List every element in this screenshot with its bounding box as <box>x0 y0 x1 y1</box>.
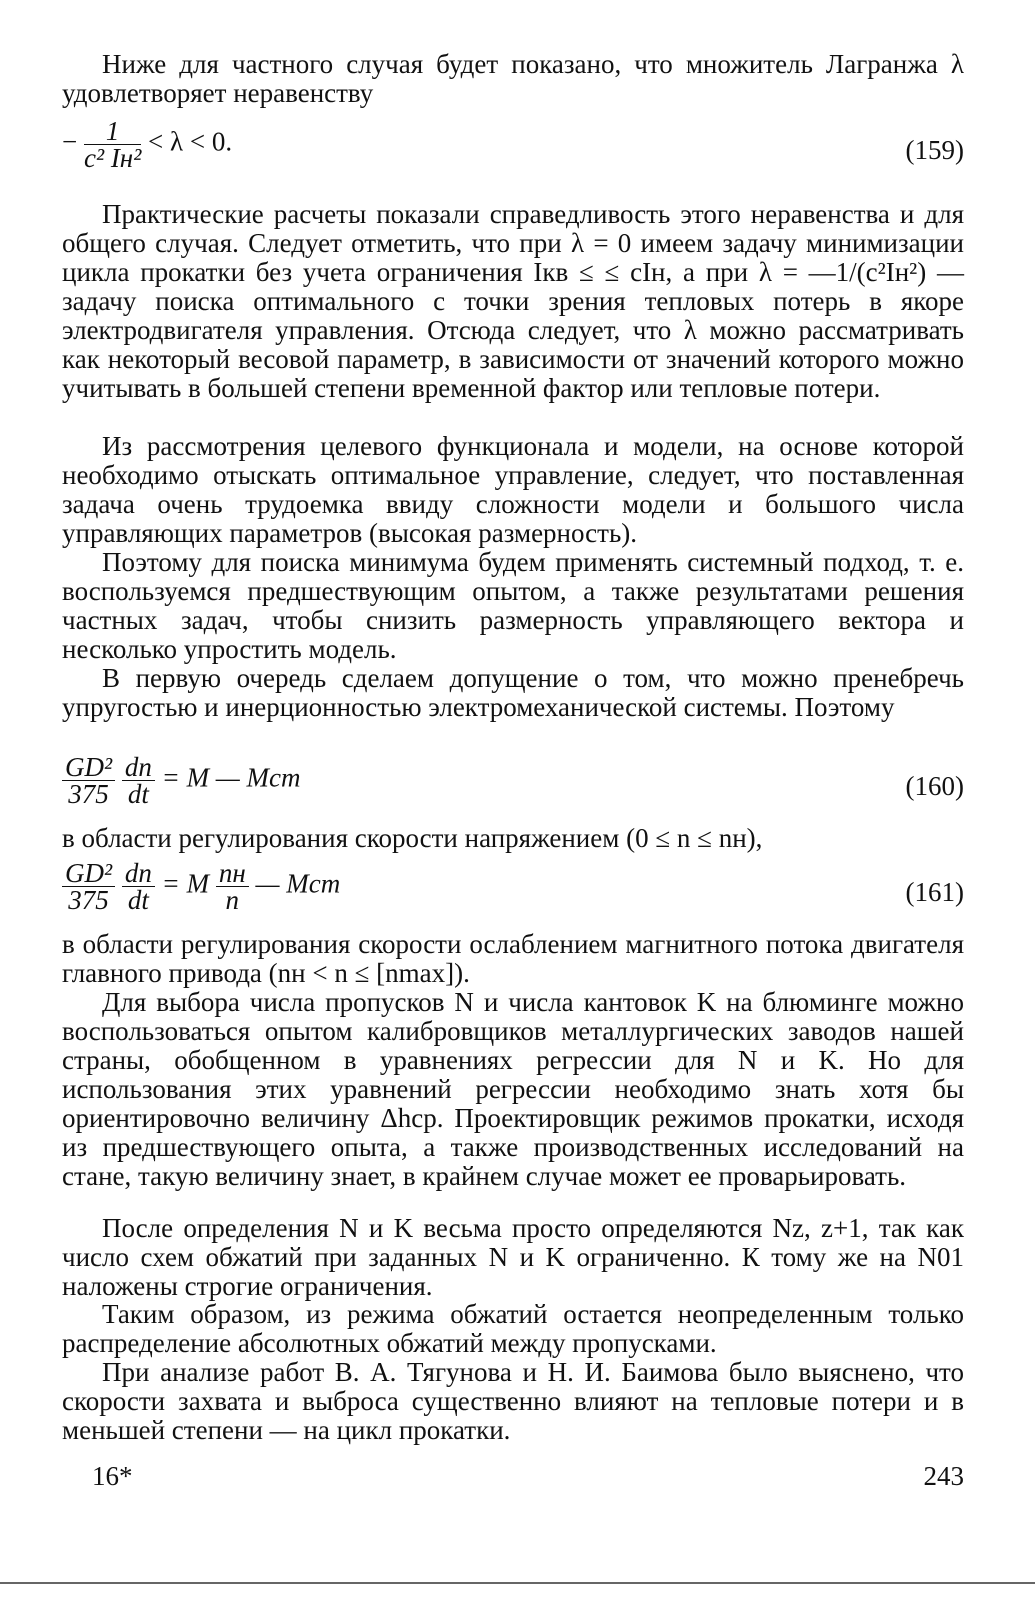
page-number: 243 <box>923 1461 964 1491</box>
eq160-rest: = M — Mст <box>161 762 301 793</box>
eq161-denominator-1: 375 <box>68 885 109 915</box>
eq160-fraction-2 <box>122 754 155 807</box>
paragraph-3: Из рассмотрения целевого функционала и модели, на основе которой необходимо отыскать оптимальное управление, следует, что поставленная задача очень трудоемка ввиду сложности модели и большого числа управляющих параметров (высокая размерность). <box>62 431 964 548</box>
signature-mark: 16* <box>92 1461 133 1491</box>
eq159-numerator: 1 <box>84 118 141 145</box>
eq161-numerator-2: dn <box>122 860 155 887</box>
eq160-numerator-2: dn <box>122 754 155 781</box>
page-footer <box>92 1462 964 1492</box>
equation-160 <box>62 754 964 814</box>
equation-number-161: (161) <box>905 877 964 907</box>
paragraph-6: в области регулирования скорости напряжением (0 ≤ n ≤ nн), <box>62 823 763 853</box>
paragraph-4: Поэтому для поиска минимума будем применять системный подход, т. е. воспользуемся предшествующим опытом, а также результатами решения частных задач, чтобы снизить размерность управляющего вектора и несколько упростить модель. <box>62 547 964 664</box>
paragraph-9: После определения N и K весьма просто определяются Nz, z+1, так как число схем обжатий при заданных N и K ограниченно. К тому же на N01 наложены строгие ограничения. <box>62 1213 964 1301</box>
eq161-numerator-1: GD² <box>62 860 115 887</box>
eq159-minus: − <box>62 126 78 157</box>
eq160-denominator-2: dt <box>127 779 149 809</box>
paragraph-8: Для выбора числа пропусков N и числа кантовок K на блюминге можно воспользоваться опытом калибровщиков металлургических заводов нашей страны, обобщенном в уравнениях регрессии для N и K. Но для использования этих уравнений регрессии необходимо знать хотя бы ориентировочно величину Δhср. Проектировщик режимов прокатки, исходя из предшествующего опыта, а также производственных исследований на стане, такую величину знает, в крайнем случае может ее проварьировать. <box>62 987 964 1191</box>
equation-number-160: (160) <box>905 771 964 801</box>
eq161-fraction-1 <box>62 860 115 913</box>
paragraph-10: Таким образом, из режима обжатий остается неопределенным только распределение абсолютных обжатий между пропусками. <box>62 1299 964 1358</box>
paragraph-11: При анализе работ В. А. Тягунова и Н. И. Баимова было выяснено, что скорости захвата и выброса существенно влияют на тепловые потери и в меньшей степени — на цикл прокатки. <box>62 1357 964 1445</box>
equation-159 <box>62 118 964 178</box>
paragraph-7: в области регулирования скорости ослаблением магнитного потока двигателя главного привода (nн < n ≤ [nmax]). <box>62 929 964 988</box>
paragraph-2: Практические расчеты показали справедливость этого неравенства и для общего случая. Следует отметить, что при λ = 0 имеем задачу минимизации цикла прокатки без учета ограничения Iкв ≤ ≤ cIн, а при λ = —1/(c²Iн²) — задачу поиска оптимального с точки зрения тепловых потерь в якоре электродвигателя управления. Отсюда следует, что λ можно рассматривать как некоторый весовой параметр, в зависимости от значений которого можно учитывать в большей степени временной фактор или тепловые потери. <box>62 199 964 403</box>
eq161-mid: = M <box>161 868 210 899</box>
eq161-fraction-2 <box>122 860 155 913</box>
eq160-denominator-1: 375 <box>68 779 109 809</box>
eq160-fraction-1 <box>62 754 115 807</box>
eq159-fraction <box>84 118 141 171</box>
eq161-numerator-3: nн <box>216 860 249 887</box>
eq161-fraction-3 <box>216 860 249 913</box>
paragraph-1: Ниже для частного случая будет показано, что множитель Лагранжа λ удовлетворяет неравенству <box>62 49 964 108</box>
equation-number-159: (159) <box>905 135 964 165</box>
eq161-denominator-2: dt <box>127 885 149 915</box>
eq159-rest: < λ < 0. <box>148 126 233 157</box>
equation-161 <box>62 860 964 920</box>
scan-edge-divider <box>0 1582 1035 1584</box>
eq159-denominator: c² Iн² <box>83 143 142 173</box>
eq161-rest: — Mст <box>255 868 341 899</box>
paragraph-5: В первую очередь сделаем допущение о том, что можно пренебречь упругостью и инерционностью электромеханической системы. Поэтому <box>62 663 964 722</box>
eq161-denominator-3: n <box>225 885 240 915</box>
eq160-numerator-1: GD² <box>62 754 115 781</box>
